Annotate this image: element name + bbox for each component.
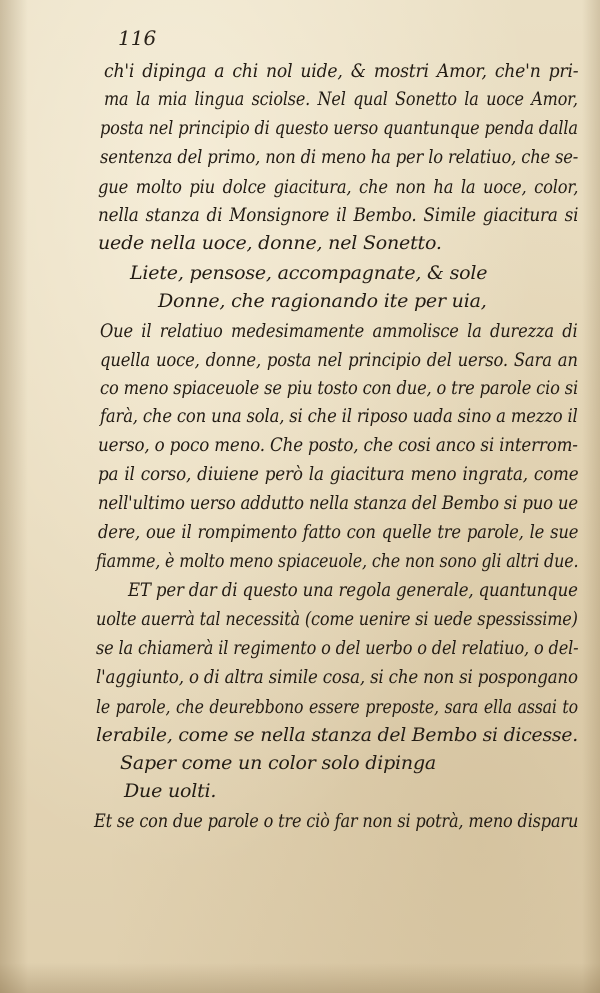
page-shadow-bottom [0,963,600,993]
text-line: nella stanza di Monsignore il Bembo. Simile giacitura si [98,204,579,226]
text-line: fiamme, è molto meno spiaceuole, che non sono gli altri due. [96,550,579,572]
text-line: farà, che con una sola, si che il riposo uada sino a mezzo il [100,405,578,427]
text-line: l'aggiunto, o di altra simile cosa, si che non si pospongano [96,666,578,688]
text-line: pa il corso, diuiene però la giacitura meno ingrata, come [98,463,579,485]
text-line: gue molto piu dolce giacitura, che non ha la uoce, color, [98,176,579,198]
text-line: uolte auerrà tal necessità (come uenire si uede spessissime) [96,608,578,630]
text-line: ch'i dipinga a chi nol uide, & mostri Amor, che'n pri- [104,60,579,82]
text-line: posta nel principio di questo uerso quantunque penda dalla [100,117,578,139]
text-line: uede nella uoce, donne, nel Sonetto. [98,232,442,254]
text-line: dere, oue il rompimento fatto con quelle tre parole, le sue [98,521,579,543]
text-line: le parole, che deurebbono essere preposte, sara ella assai to [96,696,578,718]
text-line: nell'ultimo uerso addutto nella stanza del Bembo si puo ue [98,492,578,514]
paragraph-start-line: ET per dar di questo una regola generale, quantunque [128,579,578,601]
text-line: uerso, o poco meno. Che posto, che cosi anco si interrom- [98,434,578,456]
text-line: se la chiamerà il regimento o del uerbo o del relatiuo, o del- [96,637,579,659]
text-line: lerabile, come se nella stanza del Bembo si dicesse. [96,724,579,746]
page-shadow-left [0,0,28,993]
verse-line: Donne, che ragionando ite per uia, [158,290,487,312]
verse-line: Due uolti. [124,780,217,802]
text-line: Et se con due parole o tre ciò far non si potrà, meno disparu [94,810,579,832]
text-line: ma la mia lingua sciolse. Nel qual Sonetto la uoce Amor, [104,88,578,110]
page-number: 116 [118,26,157,50]
verse-line: Liete, pensose, accompagnate, & sole [130,262,488,284]
text-line: quella uoce, donne, posta nel principio del uerso. Sara an [100,349,578,371]
text-line: co meno spiaceuole se piu tosto con due, o tre parole cio si [100,377,579,399]
text-line: sentenza del primo, non di meno ha per lo relatiuo, che se- [100,146,579,168]
text-line: Oue il relatiuo medesimamente ammolisce la durezza di [100,320,578,342]
verse-line: Saper come un color solo dipinga [120,752,437,774]
page-shadow-right [582,0,600,993]
